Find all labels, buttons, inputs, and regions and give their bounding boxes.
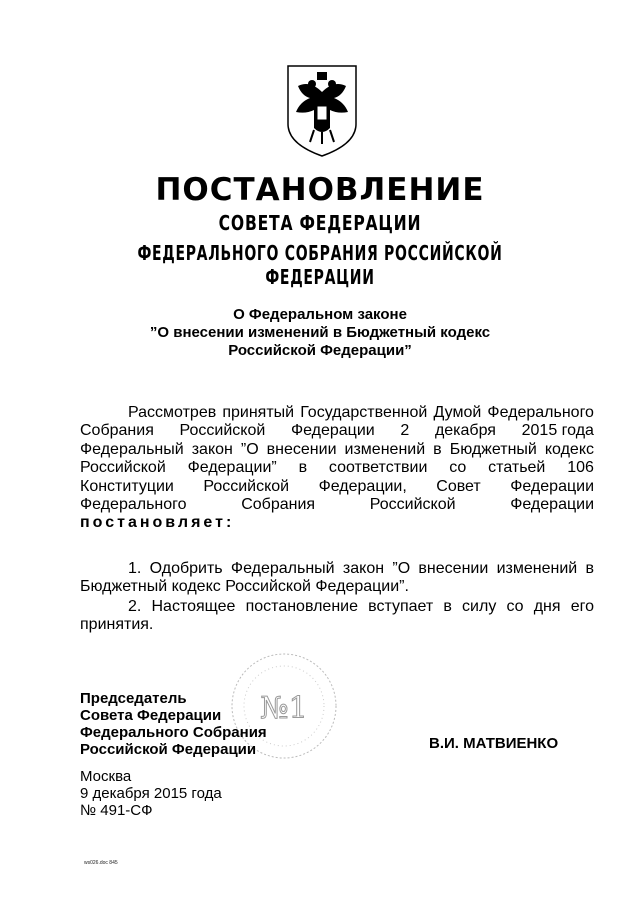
word: Федерации” xyxy=(187,459,277,477)
word: Конституции xyxy=(80,477,174,495)
preamble-line xyxy=(80,496,594,514)
resolves-word: постановляет: xyxy=(80,514,235,532)
document-title: ПОСТАНОВЛЕНИЕ xyxy=(155,172,485,208)
document-subtitle-assembly: ФЕДЕРАЛЬНОГО СОБРАНИЯ РОССИЙСКОЙ ФЕДЕРАЦИИ xyxy=(137,241,503,289)
resolution-item-2 xyxy=(80,598,594,635)
word: Государственной xyxy=(300,404,428,421)
preamble-paragraph xyxy=(80,404,594,533)
word: Федерального xyxy=(487,404,594,421)
double-headed-eagle-icon xyxy=(284,62,360,158)
preamble-line xyxy=(80,459,594,477)
preamble-line xyxy=(80,441,594,459)
item-text: 2. Настоящее постановление вступает в силу со дня его принятия. xyxy=(80,598,594,634)
date: 9 декабря 2015 года xyxy=(80,785,222,802)
signatory-name: В.И. МАТВИЕНКО xyxy=(429,735,559,752)
preamble-line xyxy=(80,478,594,496)
place-and-date xyxy=(80,768,222,819)
word: изменений xyxy=(344,440,426,458)
word: принятый xyxy=(222,404,295,421)
stamp-number: №1 xyxy=(260,691,308,726)
city: Москва xyxy=(80,768,132,785)
word: Федерации xyxy=(290,422,375,440)
word: в xyxy=(298,459,308,477)
word: Собрания xyxy=(241,496,316,514)
resolution-subject xyxy=(0,306,640,360)
word: внесении xyxy=(266,440,337,458)
word: 106 xyxy=(567,459,594,477)
word: 2015 года xyxy=(521,422,594,440)
signatory-line: Российской Федерации xyxy=(80,741,257,758)
word: Российской xyxy=(369,496,456,514)
coat-of-arms-emblem xyxy=(284,62,360,158)
word: ”О xyxy=(240,440,259,458)
word: соответствии xyxy=(328,459,428,477)
word: со xyxy=(449,459,467,477)
signatory-title xyxy=(80,690,267,758)
word: Федерации, xyxy=(318,477,407,495)
word: Федеральный xyxy=(80,440,184,458)
word: Российской xyxy=(80,459,166,477)
document-subtitle-council: СОВЕТА ФЕДЕРАЦИИ xyxy=(218,211,422,235)
word: Российской xyxy=(179,422,266,440)
item-text: 1. Одобрить Федеральный закон ”О внесении изменений в Бюджетный кодекс Российской Федерации”. xyxy=(80,560,594,596)
word: кодекс xyxy=(544,440,594,458)
word: закон xyxy=(191,440,233,458)
word: Федерации xyxy=(510,496,594,514)
word: Бюджетный xyxy=(449,440,537,458)
word: в xyxy=(433,440,442,458)
preamble-line xyxy=(80,422,594,440)
subject-line: ”О внесении изменений в Бюджетный кодекс xyxy=(149,324,491,341)
file-reference: ws026.doc 845 xyxy=(84,860,118,866)
word: Федерального xyxy=(80,496,187,514)
word: Собрания xyxy=(80,422,154,440)
word: 2 xyxy=(400,422,410,440)
resolution-item-1 xyxy=(80,560,594,597)
document-number: № 491-СФ xyxy=(80,802,153,819)
word: Рассмотрев xyxy=(128,404,217,421)
signatory-line: Федерального Собрания xyxy=(80,724,267,741)
signatory-line: Председатель xyxy=(80,690,187,707)
subject-line: Российской Федерации” xyxy=(228,342,412,359)
signatory-line: Совета Федерации xyxy=(80,707,222,724)
word: Думой xyxy=(433,404,482,421)
word: Совет xyxy=(436,477,481,495)
preamble-line xyxy=(80,404,594,422)
word: статьей xyxy=(488,459,546,477)
word: Федерации xyxy=(510,477,594,495)
subject-line: О Федеральном законе xyxy=(233,306,407,323)
preamble-line xyxy=(80,514,594,532)
word: декабря xyxy=(434,422,496,440)
word: Российской xyxy=(203,477,290,495)
